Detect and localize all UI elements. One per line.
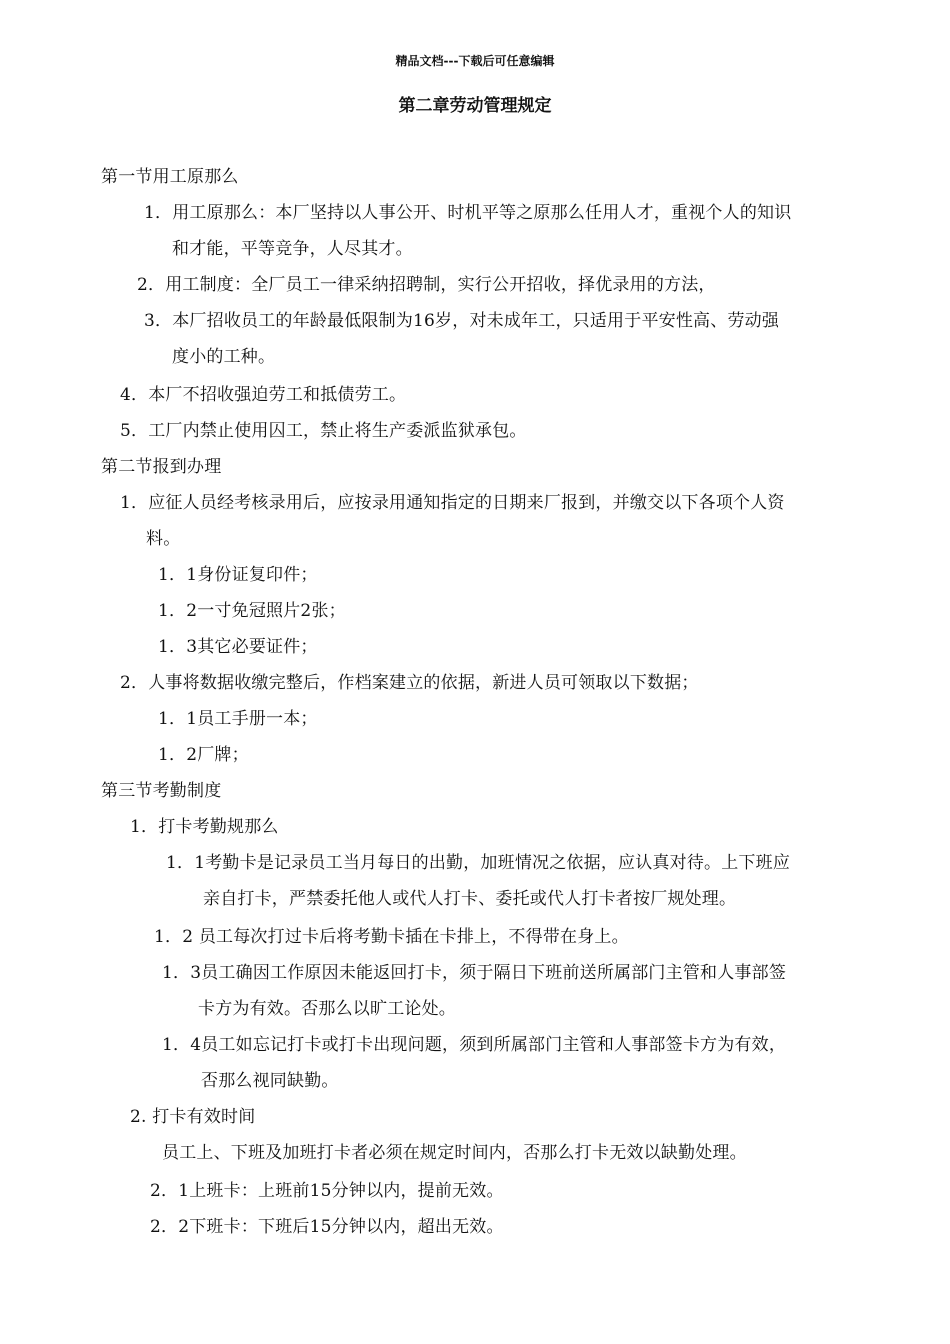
paragraph-line: 亲自打卡，严禁委托他人或代人打卡、委托或代人打卡者按厂规处理。	[203, 889, 737, 909]
list-item: 1．2一寸免冠照片2张；	[158, 601, 346, 621]
paragraph-line: 5．工厂内禁止使用囚工，禁止将生产委派监狱承包。	[120, 421, 527, 441]
section-heading: 第二节报到办理	[101, 457, 222, 477]
paragraph-line: 3．本厂招收员工的年龄最低限制为16岁，对未成年工，只适用于平安性高、劳动强	[144, 311, 780, 331]
paragraph-line: 2．用工制度：全厂员工一律采纳招聘制，实行公开招收，择优录用的方法，	[137, 275, 716, 295]
list-item: 1．3其它必要证件；	[158, 637, 318, 657]
list-item: 2．1上班卡：上班前15分钟以内，提前无效。	[150, 1181, 504, 1201]
subsection-heading: 1．打卡考勤规那么	[130, 817, 279, 837]
paragraph-line: 1．4员工如忘记打卡或打卡出现问题，须到所属部门主管和人事部签卡方为有效，	[162, 1035, 787, 1055]
list-item: 1．1身份证复印件；	[158, 565, 318, 585]
paragraph-line: 4．本厂不招收强迫劳工和抵债劳工。	[120, 385, 407, 405]
paragraph-line: 料。	[146, 529, 181, 549]
paragraph-line: 度小的工种。	[172, 347, 276, 367]
paragraph-line: 1．2 员工每次打过卡后将考勤卡插在卡排上，不得带在身上。	[154, 927, 629, 947]
paragraph-line: 卡方为有效。否那么以旷工论处。	[198, 999, 456, 1019]
paragraph-line: 1．1考勤卡是记录员工当月每日的出勤，加班情况之依据，应认真对待。上下班应	[166, 853, 791, 873]
paragraph-line: 和才能，平等竞争，人尽其才。	[172, 239, 413, 259]
list-item: 1．2厂牌；	[158, 745, 249, 765]
paragraph-line: 1．应征人员经考核录用后，应按录用通知指定的日期来厂报到，并缴交以下各项个人资	[120, 493, 785, 513]
list-item: 2．2下班卡：下班后15分钟以内，超出无效。	[150, 1217, 504, 1237]
section-heading: 第一节用工原那么	[101, 167, 239, 187]
paragraph-line: 1．3员工确因工作原因未能返回打卡，须于隔日下班前送所属部门主管和人事部签	[162, 963, 787, 983]
section-heading: 第三节考勤制度	[101, 781, 222, 801]
list-item: 1．1员工手册一本；	[158, 709, 318, 729]
paragraph-line: 否那么视同缺勤。	[201, 1071, 339, 1091]
subsection-heading: 2. 打卡有效时间	[130, 1107, 256, 1127]
paragraph-line: 1．用工原那么：本厂坚持以人事公开、时机平等之原那么任用人才，重视个人的知识	[144, 203, 792, 223]
paragraph-line: 2．人事将数据收缴完整后，作档案建立的依据，新进人员可领取以下数据；	[120, 673, 699, 693]
paragraph-line: 员工上、下班及加班打卡者必须在规定时间内，否那么打卡无效以缺勤处理。	[162, 1143, 747, 1163]
chapter-title: 第二章劳动管理规定	[398, 96, 552, 116]
document-header: 精品文档---下载后可任意编辑	[395, 54, 555, 68]
